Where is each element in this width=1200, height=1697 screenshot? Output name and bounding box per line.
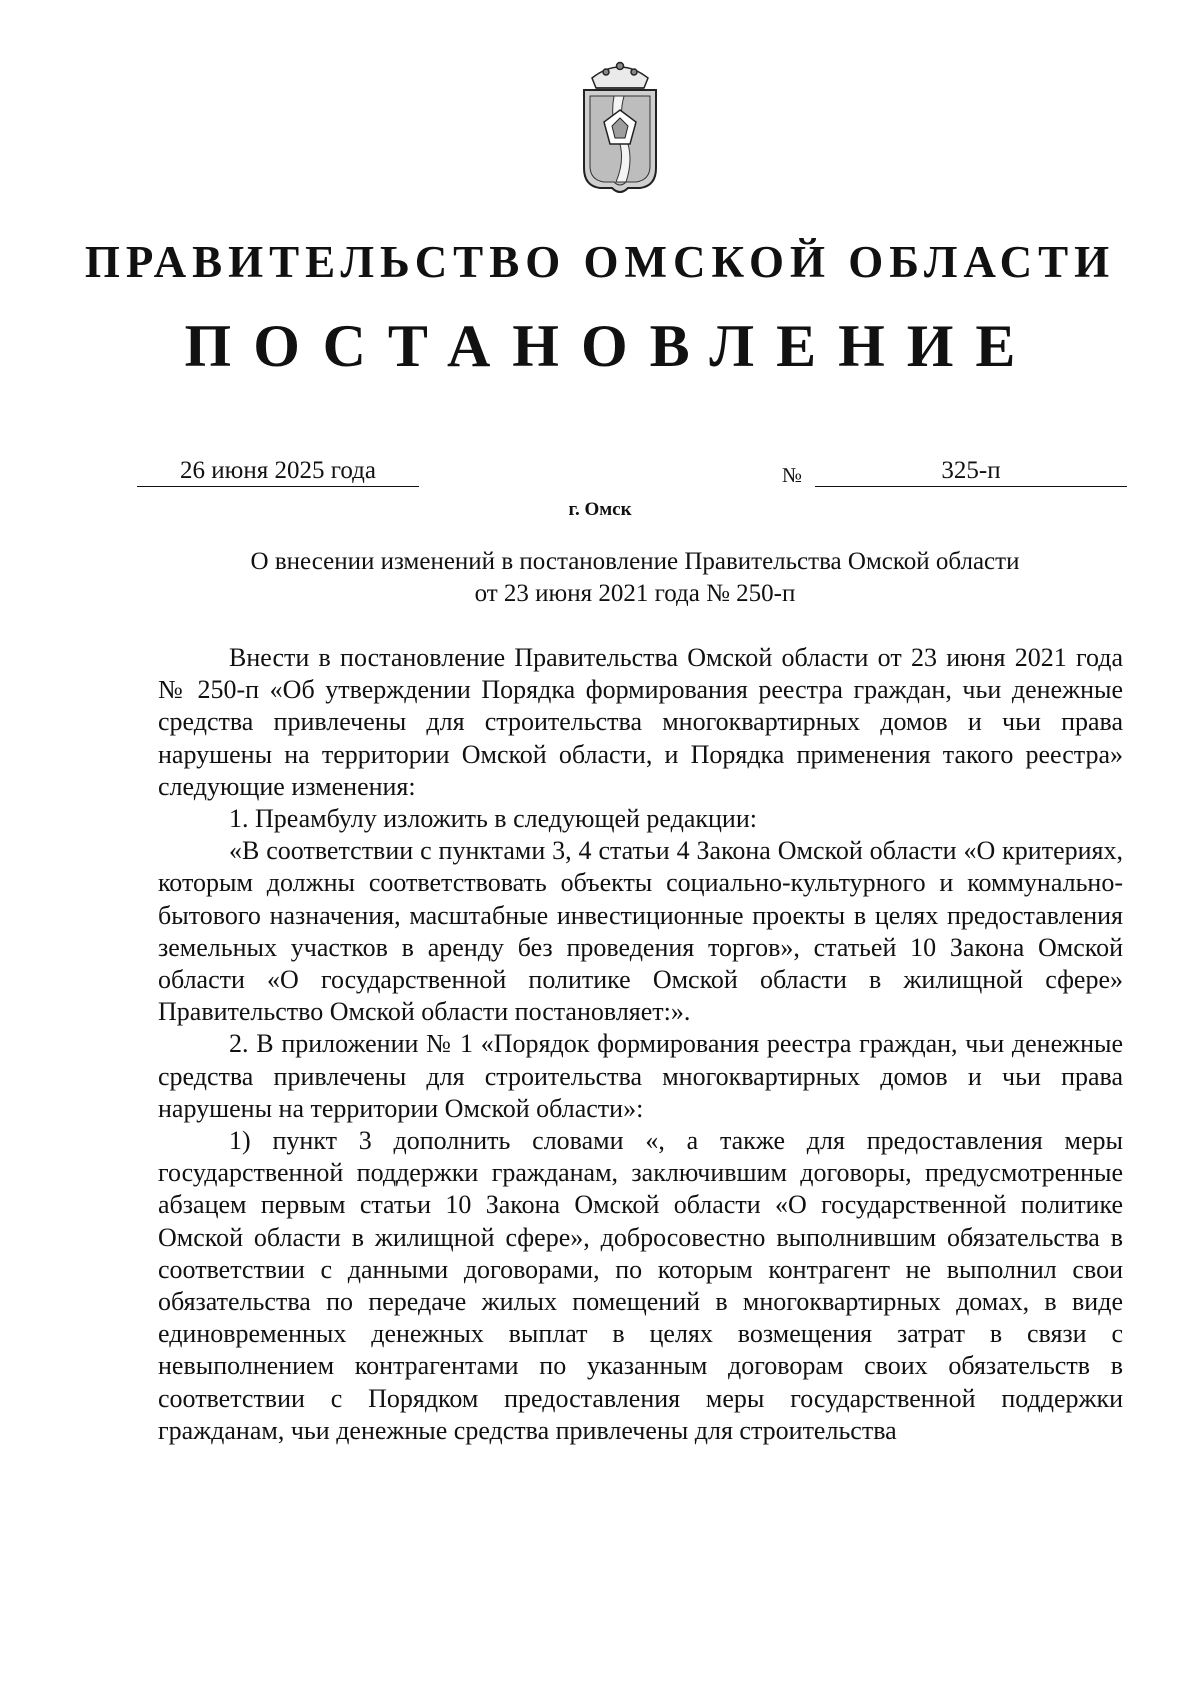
omsk-coat-of-arms-icon: [570, 48, 670, 198]
document-number: 325-п: [815, 456, 1127, 487]
body-paragraph: 2. В приложении № 1 «Порядок формирования реестра граждан, чьи денежные средства привлечены для строительства многоквартирных домов и чьи права нарушены на территории Омской области»:: [158, 1029, 1123, 1123]
body-paragraph: 1. Преамбулу изложить в следующей редакции:: [229, 804, 757, 834]
document-type: ПОСТАНОВЛЕНИЕ: [184, 313, 1038, 379]
document-date: 26 июня 2025 года: [137, 456, 419, 487]
document-subject: [190, 546, 1080, 610]
body-paragraph: Внести в постановление Правительства Омской области от 23 июня 2021 года № 250-п «Об утверждении Порядка формирования реестра граждан, чьи денежные средства привлечены для строительства многоквартирных домов и чьи права нарушены на территории Омской области, и Порядка применения такого реестра» следующие изменения:: [158, 643, 1123, 801]
government-title: ПРАВИТЕЛЬСТВО ОМСКОЙ ОБЛАСТИ: [84, 237, 1116, 287]
subject-line: от 23 июня 2021 года № 250-п: [474, 580, 796, 607]
body-paragraph: 1) пункт 3 дополнить словами «, а также для предоставления меры государственной поддержки гражданам, заключившим договоры, предусмотренные абзацем первым статьи 10 Закона Омской области «О государственной политике Омской области в жилищной сфере», добросовестно выполнившим обязательства в соответствии с данными договорами, по которым контрагент не выполнил свои обязательства по передаче жилых помещений в многоквартирных домах, в виде единовременных денежных выплат в целях возмещения затрат в связи с невыполнением контрагентами по указанным договорам своих обязательств в соответствии с Порядком предоставления меры государственной поддержки гражданам, чьи денежные средства привлечены для строительства: [158, 1126, 1123, 1445]
city: г. Омск: [568, 499, 632, 520]
subject-line: О внесении изменений в постановление Правительства Омской области: [250, 548, 1020, 575]
number-sign: №: [782, 463, 803, 487]
document-body: [158, 642, 1123, 1447]
body-paragraph: «В соответствии с пунктами 3, 4 статьи 4 Закона Омской области «О критериях, которым должны соответствовать объекты социально-культурного и коммунально-бытового назначения, масштабные инвестиционные проекты в целях предоставления земельных участков в аренду без проведения торгов», статьей 10 Закона Омской области «О государственной политике Омской области в жилищной сфере» Правительство Омской области постановляет:».: [158, 836, 1123, 1027]
